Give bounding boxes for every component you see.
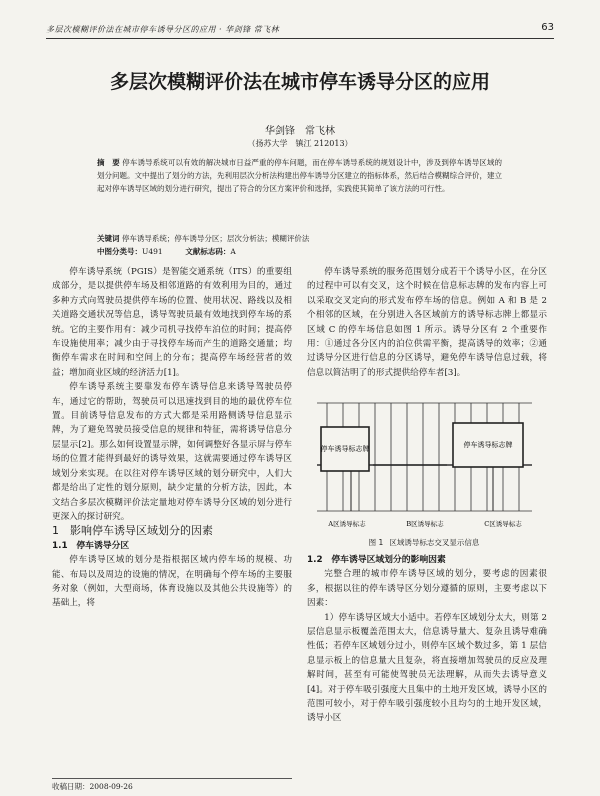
- doc-code-label: 文献标志码：: [185, 247, 231, 256]
- classification: [97, 246, 502, 258]
- subsection-heading: 1.2 停车诱导区域划分的影响因素: [307, 555, 446, 565]
- abstract-label: 摘 要: [97, 158, 120, 167]
- keywords-text: 停车诱导系统；停车诱导分区；层次分析法；模糊评价法: [121, 234, 310, 243]
- running-header: [46, 22, 554, 39]
- clc-value: U491: [142, 247, 163, 256]
- right-column-lower: [307, 553, 547, 726]
- fig-label: A区诱导标志: [328, 520, 366, 528]
- left-column: [52, 265, 292, 611]
- authors: 华剑锋 常飞林: [265, 126, 335, 137]
- figure-caption: [307, 537, 547, 548]
- body-paragraph: 停车诱导区域的划分是指根据区域内停车场的规模、功能、布局以及周边的设施的情况，在明确每个停车场的主要服务对象（例如，大型商场，体育设施以及其他公共设施等）的基础上，将: [52, 555, 292, 609]
- fig-label: B区诱导标志: [406, 520, 444, 528]
- fig-label: C区诱导标志: [484, 520, 522, 528]
- right-column: [307, 265, 547, 380]
- fig-label: 停车诱导标志牌: [320, 445, 370, 453]
- section-heading: 1 影响停车诱导区域划分的因素: [52, 524, 213, 538]
- subsection-heading: 1.1 停车诱导分区: [52, 540, 130, 551]
- figure-caption-text: 区域诱导标志交叉显示信息: [389, 538, 480, 547]
- body-paragraph: 停车诱导系统主要靠发布停车诱导信息来诱导驾驶员停车，通过它的帮助，驾驶员可以迅速找到目的地的最优停车位置。目前诱导信息发布的方式大都是采用路侧诱导信息显示牌，为了避免驾驶员接受信息的规律和特征，需将诱导信息分层显示[2]。那么如何设置显示牌，如何调整好各显示屏与停车场的位置才能得到最好的诱导效果，这就需要通过停车诱导区域划分来实现。在以往对停车诱导区域的划分研究中，人们大都是给出了定性的划分原则，缺少定量的分析方法，因此，本文结合多层次模糊评价法定量地对停车诱导分区域的划分进行更深入的探讨研究。: [52, 382, 292, 522]
- running-title: 多层次模糊评价法在城市停车诱导分区的应用 · 华剑锋 常飞林: [46, 25, 280, 34]
- clc-label: 中图分类号：: [97, 247, 142, 256]
- figure-1: [307, 393, 547, 543]
- fig-label: 停车诱导标志牌: [463, 441, 513, 449]
- body-paragraph: 完整合理的城市停车诱导区域的划分，要考虑的因素很多，根据以往的停车诱导区分划分遵循的原则，主要考虑以下因素：: [307, 569, 547, 609]
- body-paragraph: 1）停车诱导区域大小适中。若停车区域划分太大，则第 2 层信息显示板覆盖范围太大，信息诱导量大、复杂且诱导难确性低；若停车区域划分过小，则停车区域个数过多，第 1 层信息显示板上的信息量大且复杂，将直接增加驾驶员的反应及理解时间，甚至有可能使驾驶员无法理解，从而失去诱导意义[4]。对于停车吸引强度大且集中的土地开发区域，诱导小区的范围可较小，对于停车吸引强度较小且均匀的土地开发区域，诱导小区: [307, 612, 547, 724]
- affiliation: （扬苏大学 镇江 212013）: [247, 139, 353, 148]
- paper-title: 多层次模糊评价法在城市停车诱导分区的应用: [109, 71, 490, 93]
- keywords-label: 关键词: [97, 234, 120, 243]
- body-paragraph: 停车诱导系统的服务范围划分成若干个诱导小区，在分区的过程中可以有交叉，这个时候在信息标志牌的发布内容上可以采取交叉定向的形式发布停车场的信息。例如 A 和 B 是 2 个相邻的区域，在分别进入各区域前方的诱导标志牌上都显示区域 C 的停车场信息如图 1 所示。诱导分区有 2 个重要作用：①通过各分区内的泊位供需平衡，提高诱导的效率；②通过诱导分区进行信息的分区诱导，避免停车诱导信息过载，将信息以简洁明了的形式提供给停车者[3]。: [307, 267, 547, 378]
- abstract-text: 停车诱导系统可以有效的解决城市日益严重的停车问题，而在停车诱导系统的规划设计中，涉及到停车诱导区域的划分问题。文中提出了划分的方法，先利用层次分析法构建出停车诱导分区建立的指标体系，然后结合模糊综合评价，建立起对停车诱导区域的划分进行研究，提出了符合的分区方案评价和选择，实践使其简单了该方法的可行性。: [97, 158, 503, 193]
- figure-number: 图 1: [368, 538, 384, 547]
- page-number: 63: [541, 22, 554, 33]
- doc-code-value: A: [230, 247, 236, 256]
- footnote: 收稿日期：2008-09-26: [52, 778, 292, 792]
- body-paragraph: 停车诱导系统（PGIS）是智能交通系统（ITS）的重要组成部分，是以提供停车场及相邻道路的有效利用为目的，通过多种方式向驾驶员提供停车场的位置、使用状况、路线以及相关道路交通状况等信息，诱导驾驶员最有效地找到停车场的系统。它的主要作用有：减少司机寻找停车泊位的时间；提高停车设施使用率；减少由于寻找停车场而产生的道路交通量；均衡停车需求在时间和空间上的分布；提高停车场经营者的效益；增加商业区域的经济活力[1]。: [52, 267, 292, 378]
- abstract: [97, 157, 502, 195]
- keywords: [97, 233, 502, 245]
